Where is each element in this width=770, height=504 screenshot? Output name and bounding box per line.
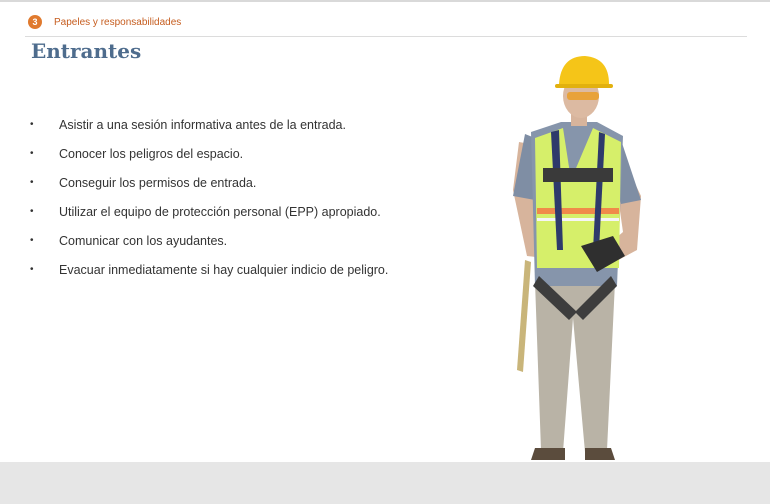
footer-bar [0, 462, 770, 504]
list-item-text: Evacuar inmediatamente si hay cualquier indicio de peligro. [59, 262, 389, 277]
list-item [30, 226, 388, 255]
lanyard [517, 260, 531, 372]
step-number-badge: 3 [28, 15, 42, 29]
list-item [30, 139, 388, 168]
hard-hat [557, 56, 613, 86]
list-item [30, 197, 388, 226]
list-item-text: Utilizar el equipo de protección personal (EPP) apropiado. [59, 204, 381, 219]
harness-chest-strap [543, 168, 613, 182]
list-item [30, 168, 388, 197]
vest-reflective-stripe [537, 218, 619, 221]
list-item [30, 110, 388, 139]
worker-illustration [505, 50, 655, 462]
list-item-text: Conocer los peligros del espacio. [59, 146, 244, 161]
bullet-icon: • [30, 235, 34, 246]
list-item-text: Comunicar con los ayudantes. [59, 233, 228, 248]
bullet-icon: • [30, 264, 34, 275]
safety-glasses [567, 92, 599, 100]
page-title: Entrantes [31, 39, 142, 63]
section-title: Papeles y responsabilidades [54, 16, 182, 28]
right-boot [585, 448, 615, 460]
list-item-text: Asistir a una sesión informativa antes de la entrada. [59, 117, 346, 132]
header-divider [25, 36, 747, 37]
bullet-list [30, 110, 388, 284]
section-header [28, 15, 181, 29]
list-item [30, 255, 388, 284]
bullet-icon: • [30, 148, 34, 159]
bullet-icon: • [30, 206, 34, 217]
hard-hat-brim [555, 84, 613, 88]
list-item-text: Conseguir los permisos de entrada. [59, 175, 257, 190]
bullet-icon: • [30, 119, 34, 130]
top-border [0, 0, 770, 2]
bullet-icon: • [30, 177, 34, 188]
pants [535, 282, 615, 452]
left-boot [531, 448, 565, 460]
vest-stripe [537, 208, 619, 214]
